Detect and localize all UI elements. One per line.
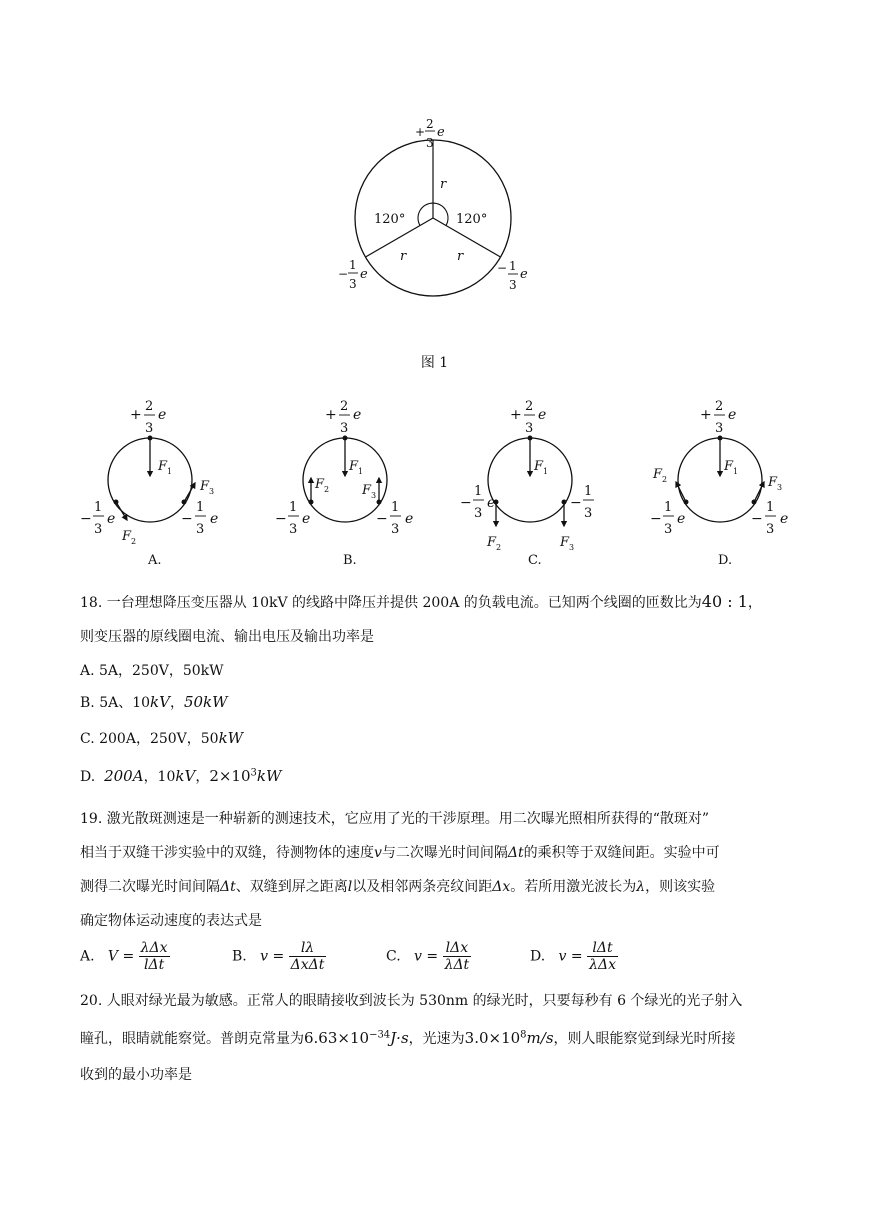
q19-line-4: 确定物体运动速度的表达式是 <box>80 913 262 929</box>
svg-text:−: − <box>376 511 388 527</box>
svg-text:3: 3 <box>777 483 783 492</box>
svg-text:2: 2 <box>145 399 154 414</box>
svg-text:e: e <box>360 267 368 282</box>
q19-d-fraction: $\frac{\text{lΔt}}{\text{λΔx}}$ <box>589 940 616 973</box>
q19-line-2: 相当于双缝干涉实验中的双缝，待测物体的速度v与二次曝光时间间隔Δt的乘积等于双缝间距。实验中可 <box>80 845 720 861</box>
svg-text:F: F <box>122 529 132 544</box>
options-figure <box>70 390 800 575</box>
option-a-label: A. <box>148 553 162 568</box>
svg-text:3: 3 <box>569 543 575 552</box>
svg-text:e: e <box>210 511 219 527</box>
option-b-figure <box>275 399 413 568</box>
svg-text:3: 3 <box>715 421 724 436</box>
svg-text:3: 3 <box>349 277 357 291</box>
svg-text:3: 3 <box>145 421 154 436</box>
svg-text:1: 1 <box>349 258 357 272</box>
svg-text:e: e <box>487 495 496 511</box>
q18-option-b: B. 5A、10kV，50kW <box>80 693 228 711</box>
svg-text:e: e <box>520 267 528 282</box>
svg-text:−: − <box>570 495 582 511</box>
svg-text:3: 3 <box>474 506 483 521</box>
q18-line-1: 18. 一台理想降压变压器从 10kV 的线路中降压并提供 200A 的负载电流。已知两个线圈的匝数比为40 : 1， <box>80 592 762 611</box>
q19-b-fraction: $\frac{l\lambda}{\text{ΔxΔt}}$ <box>290 940 325 973</box>
svg-text:e: e <box>405 511 414 527</box>
svg-text:−: − <box>751 511 763 527</box>
option-a-figure <box>80 399 218 568</box>
q18-option-a: A. 5A，250V，50kW <box>80 663 224 679</box>
svg-text:−: − <box>460 495 472 511</box>
svg-text:1: 1 <box>167 467 173 476</box>
q19-line-1: 19. 激光散斑测速是一种崭新的测速技术，它应用了光的干涉原理。用二次曝光照相所获得的“散斑对” <box>80 811 710 827</box>
svg-text:e: e <box>728 407 737 423</box>
svg-text:3: 3 <box>94 522 103 537</box>
svg-text:−: − <box>275 511 287 527</box>
svg-text:3: 3 <box>371 491 377 500</box>
q19-line-3: 测得二次曝光时间间隔Δt、双缝到屏之距离l以及相邻两条亮纹间距Δx。若所用激光波长为λ，则该实验 <box>80 879 716 895</box>
svg-text:2: 2 <box>715 399 724 414</box>
svg-text:+: + <box>415 125 426 139</box>
option-d-figure <box>650 399 788 568</box>
option-c-figure <box>460 399 594 568</box>
svg-text:2: 2 <box>131 537 137 546</box>
svg-text:+: + <box>130 407 142 423</box>
svg-text:2: 2 <box>525 399 534 414</box>
svg-text:F: F <box>200 479 210 494</box>
option-c-label: C. <box>528 553 542 568</box>
svg-text:3: 3 <box>509 278 517 292</box>
svg-text:3: 3 <box>391 522 400 537</box>
svg-text:F: F <box>349 459 359 474</box>
svg-text:2: 2 <box>324 485 330 494</box>
svg-text:−: − <box>181 511 193 527</box>
svg-text:1: 1 <box>391 500 400 515</box>
svg-text:3: 3 <box>766 522 775 537</box>
svg-text:1: 1 <box>358 467 364 476</box>
svg-text:3: 3 <box>426 136 434 150</box>
svg-text:F: F <box>653 467 663 482</box>
svg-text:r: r <box>440 177 447 192</box>
q18-line-2: 则变压器的原线圈电流、输出电压及输出功率是 <box>80 629 374 645</box>
svg-text:1: 1 <box>733 467 739 476</box>
svg-text:r: r <box>400 249 407 264</box>
svg-text:1: 1 <box>509 259 517 273</box>
svg-text:F: F <box>560 535 570 550</box>
svg-text:+: + <box>325 407 337 423</box>
svg-text:F: F <box>362 483 372 498</box>
option-d-label: D. <box>718 553 733 568</box>
svg-text:1: 1 <box>543 467 549 476</box>
svg-text:e: e <box>677 511 686 527</box>
q19-a-fraction: $\frac{\text{λΔx}}{\text{lΔt}}$ <box>140 940 168 973</box>
svg-text:F: F <box>487 535 497 550</box>
svg-text:3: 3 <box>664 522 673 537</box>
q20-line-2: 瞳孔，眼睛就能察觉。普朗克常量为$6.63\times 10^{-34}J\cdot s$，光速为$3.0\times 10^8m/s$，则人眼能察觉到绿光时所接 <box>80 1029 736 1047</box>
svg-text:+: + <box>510 407 522 423</box>
svg-text:e: e <box>780 511 789 527</box>
svg-text:1: 1 <box>289 500 298 515</box>
svg-text:2: 2 <box>340 399 349 414</box>
svg-text:1: 1 <box>94 500 103 515</box>
svg-text:−: − <box>80 511 92 527</box>
q20-line-3: 收到的最小功率是 <box>80 1067 192 1083</box>
svg-text:e: e <box>353 407 362 423</box>
figure-1 <box>320 110 550 310</box>
svg-text:e: e <box>437 125 445 140</box>
svg-text:3: 3 <box>525 421 534 436</box>
svg-text:2: 2 <box>496 543 502 552</box>
q19-option-a: A. V = $\frac{\text{λΔx}}{\text{lΔt}}$ <box>80 940 168 973</box>
svg-text:2: 2 <box>426 117 434 131</box>
svg-text:+: + <box>700 407 712 423</box>
svg-text:F: F <box>158 459 168 474</box>
svg-text:F: F <box>534 459 544 474</box>
svg-text:1: 1 <box>766 500 775 515</box>
q19-option-d: D. v = $\frac{\text{lΔt}}{\text{λΔx}}$ <box>530 940 616 973</box>
q18-option-d: D. 200A，10kV，$2\times 10^3kW$ <box>80 767 282 785</box>
svg-text:3: 3 <box>196 522 205 537</box>
svg-text:1: 1 <box>196 500 205 515</box>
svg-text:3: 3 <box>209 487 215 496</box>
q19-c-fraction: $\frac{\text{lΔx}}{\text{λΔt}}$ <box>444 940 470 973</box>
svg-text:e: e <box>538 407 547 423</box>
svg-text:−: − <box>650 511 662 527</box>
svg-text:F: F <box>724 459 734 474</box>
svg-text:e: e <box>107 511 116 527</box>
svg-text:3: 3 <box>584 506 593 521</box>
q20-line-1: 20. 人眼对绿光最为敏感。正常人的眼睛接收到波长为 530nm 的绿光时，只要每秒有 6 个绿光的光子射入 <box>80 993 743 1009</box>
svg-text:−: − <box>497 261 508 275</box>
svg-text:120°: 120° <box>456 212 488 227</box>
svg-text:120°: 120° <box>374 212 406 227</box>
figure-1-caption: 图 1 <box>420 355 449 371</box>
svg-text:3: 3 <box>289 522 298 537</box>
svg-text:e: e <box>302 511 311 527</box>
svg-text:1: 1 <box>584 484 593 499</box>
q19-option-c: C. v = $\frac{\text{lΔx}}{\text{λΔt}}$ <box>386 940 470 973</box>
q18-option-c: C. 200A，250V，50kW <box>80 729 244 747</box>
svg-text:2: 2 <box>662 475 668 484</box>
svg-text:3: 3 <box>340 421 349 436</box>
q19-option-b: B. v = $\frac{l\lambda}{\text{ΔxΔt}}$ <box>232 940 325 973</box>
svg-text:1: 1 <box>474 484 483 499</box>
svg-text:r: r <box>457 249 464 264</box>
svg-text:−: − <box>338 267 349 281</box>
option-b-label: B. <box>343 553 357 568</box>
svg-text:F: F <box>768 475 778 490</box>
svg-text:1: 1 <box>664 500 673 515</box>
svg-text:e: e <box>158 407 167 423</box>
svg-text:F: F <box>315 477 325 492</box>
